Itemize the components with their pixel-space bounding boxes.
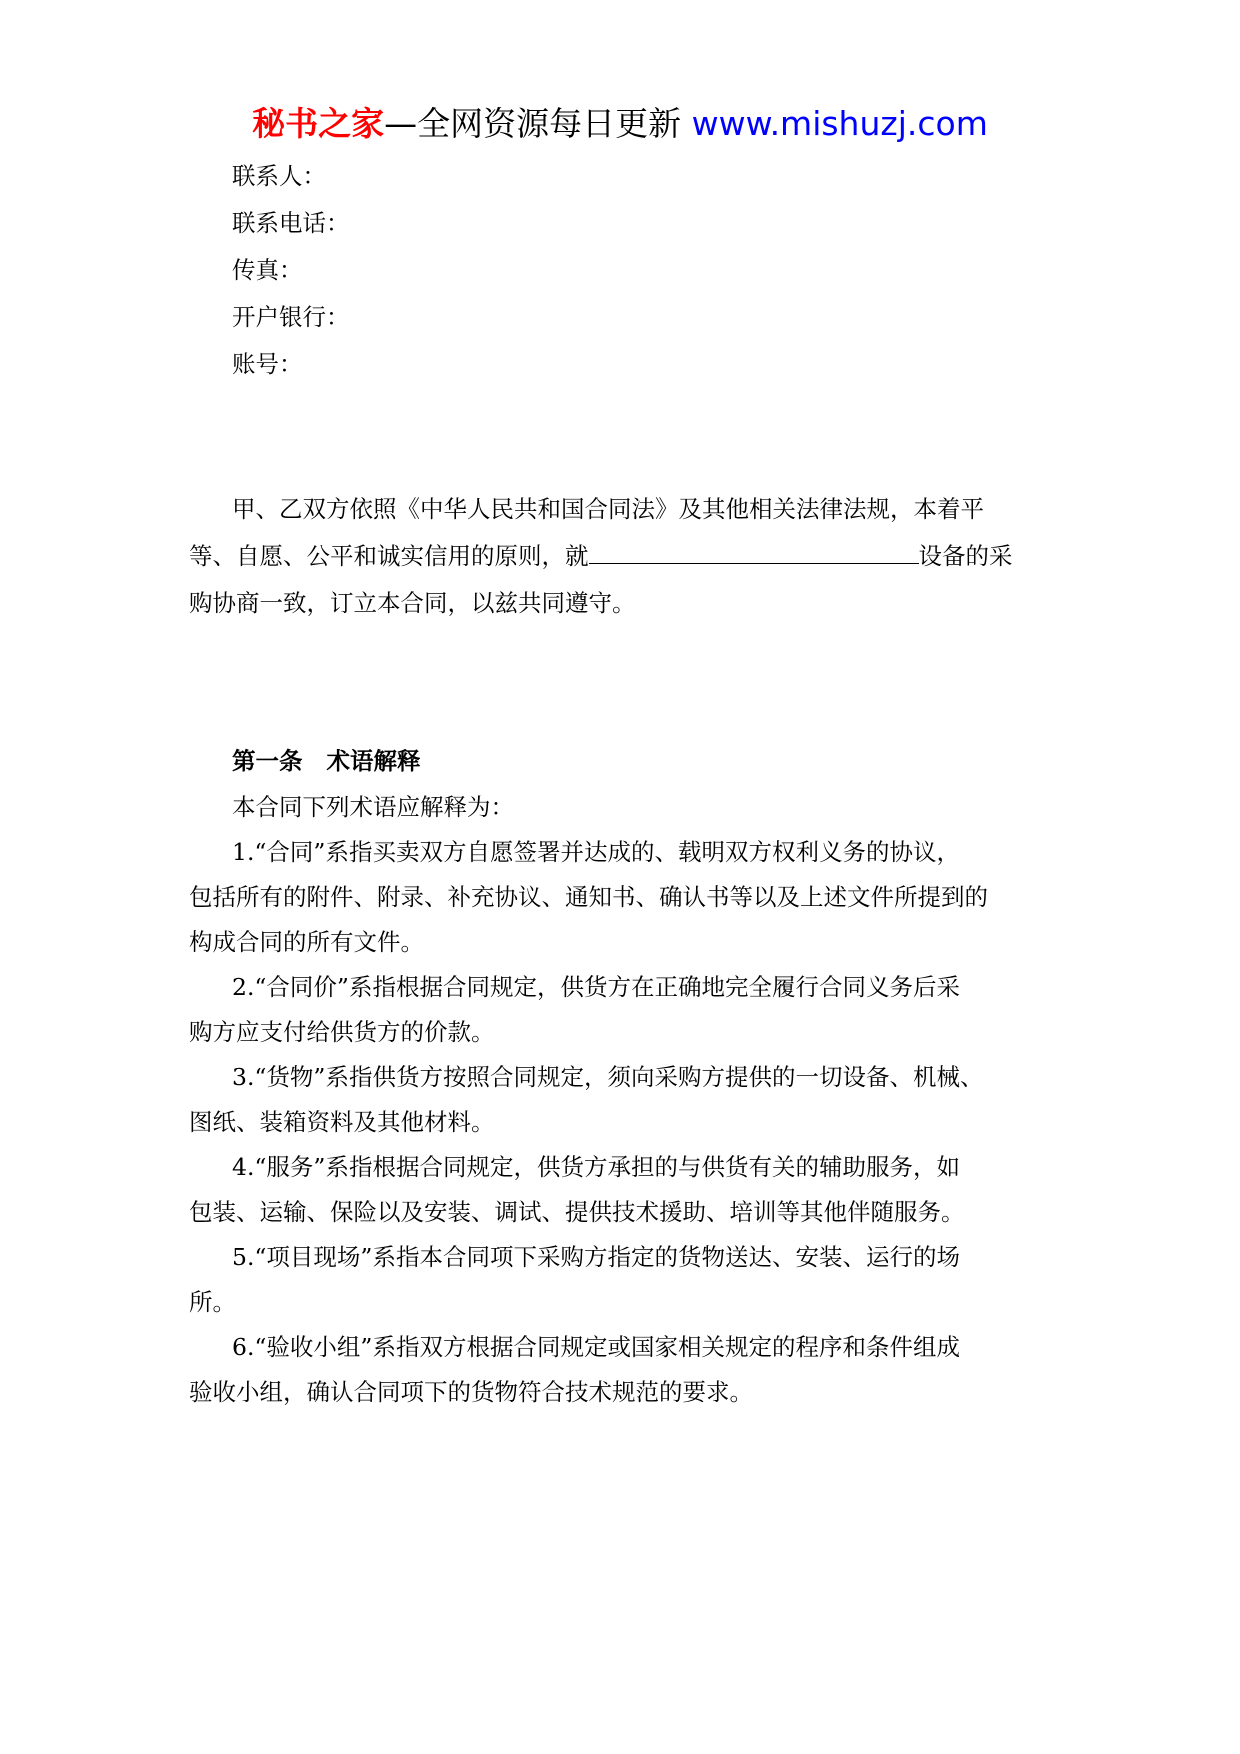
term-line: 包括所有的附件、附录、补充协议、通知书、确认书等以及上述文件所提到的: [189, 883, 988, 911]
term-item: [189, 965, 1064, 1055]
intro-text-after-blank: 设备的采: [918, 542, 1013, 570]
section-number: 第一条: [232, 747, 303, 775]
site-brand: 秘书之家: [252, 104, 385, 143]
contact-account-label: 账号：: [232, 350, 303, 378]
term-line-first: 6.“验收小组”系指双方根据合同规定或国家相关规定的程序和条件组成: [232, 1333, 960, 1361]
contact-phone-label: 联系电话：: [232, 209, 350, 237]
term-item: [189, 1145, 1064, 1235]
site-slogan: —全网资源每日更新: [384, 104, 682, 143]
contact-block: [189, 153, 1064, 388]
site-header: [0, 98, 1240, 150]
term-line: 包装、运输、保险以及安装、调试、提供技术援助、培训等其他伴随服务。: [189, 1198, 965, 1226]
contact-bank-label: 开户银行：: [232, 303, 350, 331]
term-line-first: 4.“服务”系指根据合同规定，供货方承担的与供货有关的辅助服务，如: [232, 1153, 960, 1181]
terms-list: [189, 830, 1064, 1415]
intro-line: 甲、乙双方依照《中华人民共和国合同法》及其他相关法律法规，本着平: [232, 495, 984, 523]
site-url[interactable]: www.mishuzj.com: [691, 104, 988, 143]
term-line-first: 5.“项目现场”系指本合同项下采购方指定的货物送达、安装、运行的场: [232, 1243, 960, 1271]
equipment-name-blank[interactable]: [589, 543, 919, 564]
term-line: 图纸、装箱资料及其他材料。: [189, 1108, 495, 1136]
term-line: 构成合同的所有文件。: [189, 928, 424, 956]
section-lead: 本合同下列术语应解释为：: [232, 793, 514, 821]
intro-line: [189, 533, 1064, 580]
intro-paragraph: [189, 486, 1064, 627]
term-line: 验收小组，确认合同项下的货物符合技术规范的要求。: [189, 1378, 753, 1406]
term-item: [189, 1235, 1064, 1325]
section-heading: [189, 737, 1064, 785]
term-line-first: 1.“合同”系指买卖双方自愿签署并达成的、载明双方权利义务的协议，: [232, 838, 960, 866]
term-line: 购方应支付给供货方的价款。: [189, 1018, 495, 1046]
intro-text-before-blank: 等、自愿、公平和诚实信用的原则，就: [189, 542, 589, 570]
term-item: [189, 1325, 1064, 1415]
section-title: 术语解释: [326, 747, 421, 775]
term-line-first: 2.“合同价”系指根据合同规定，供货方在正确地完全履行合同义务后采: [232, 973, 960, 1001]
intro-line: 购协商一致，订立本合同，以兹共同遵守。: [189, 589, 636, 617]
contact-person-label: 联系人：: [232, 162, 326, 190]
contact-fax-label: 传真：: [232, 256, 303, 284]
document-body: [189, 153, 1064, 1415]
term-item: [189, 1055, 1064, 1145]
term-line: 所。: [189, 1288, 236, 1316]
term-line-first: 3.“货物”系指供货方按照合同规定，须向采购方提供的一切设备、机械、: [232, 1063, 984, 1091]
term-item: [189, 830, 1064, 965]
